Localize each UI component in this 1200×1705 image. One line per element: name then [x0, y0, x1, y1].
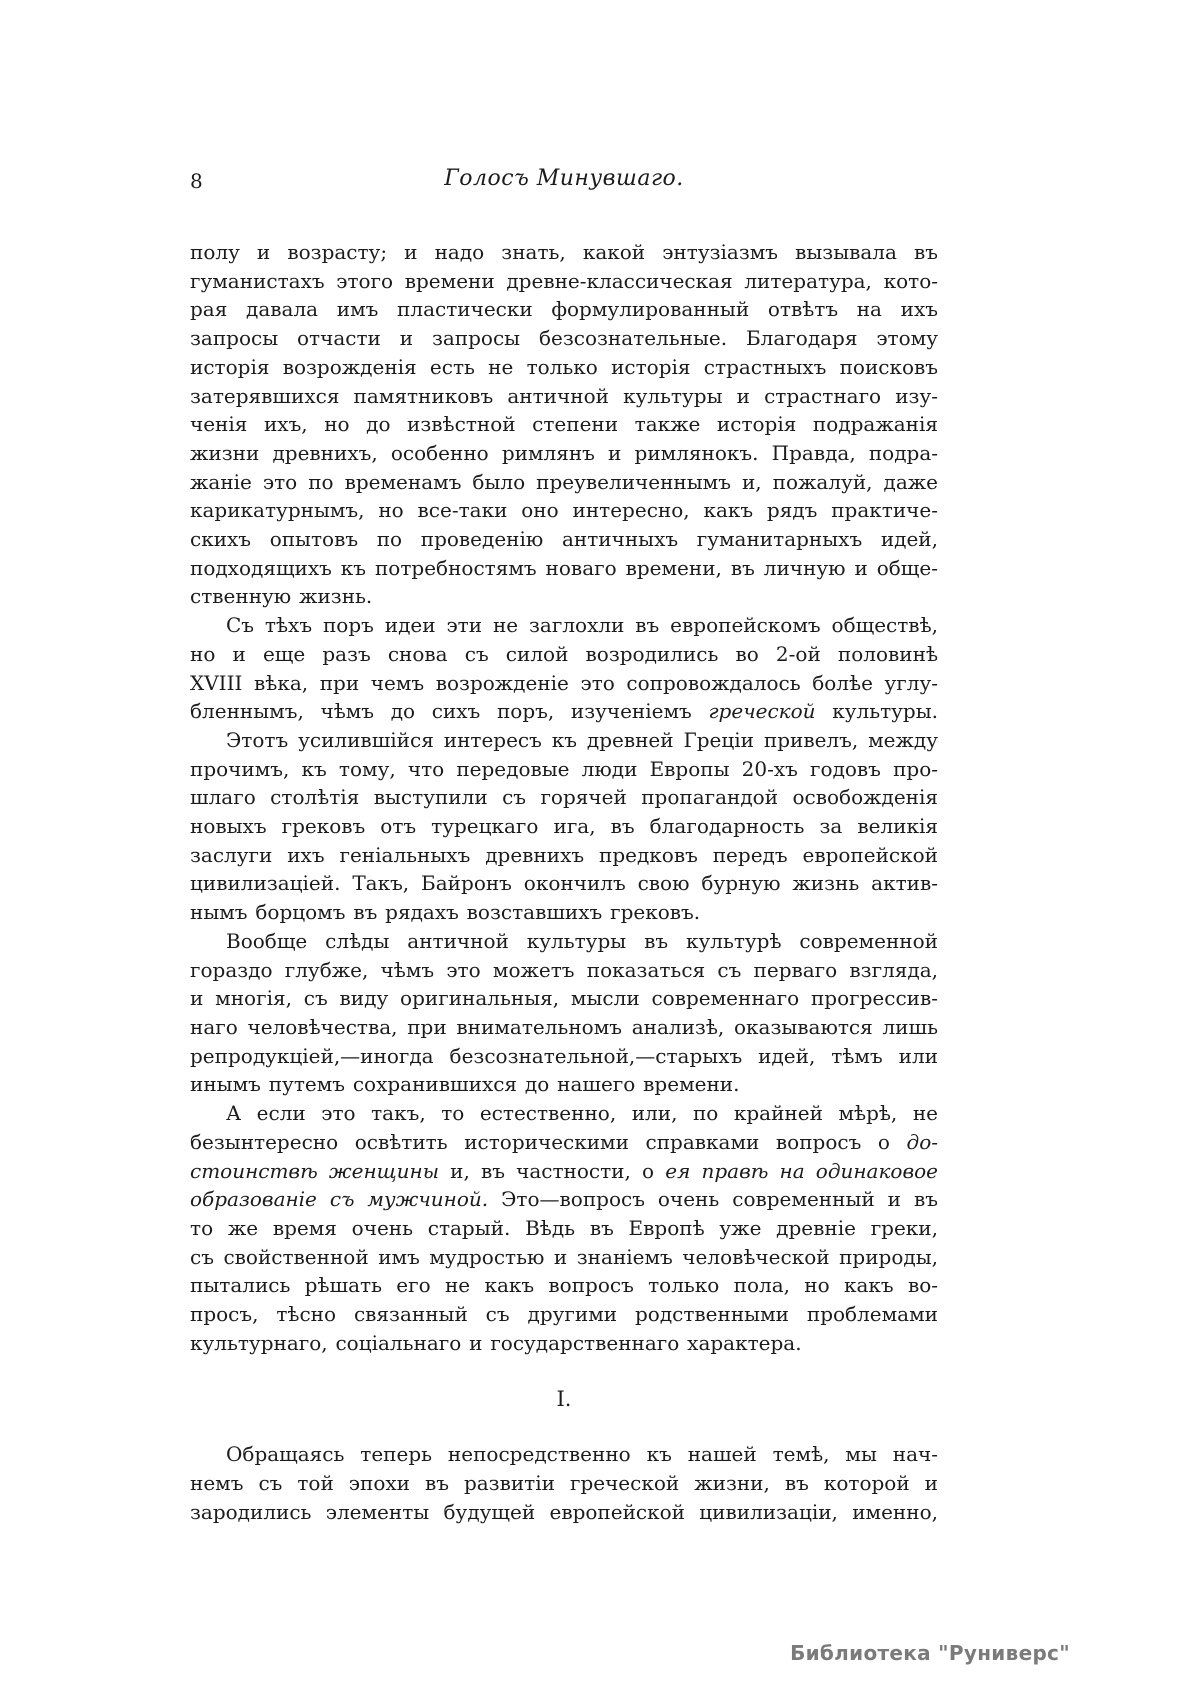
text-segment: жаніе это по временамъ было преувеличеннымъ и, пожалуй, даже: [190, 469, 938, 494]
text-segment: скихъ опытовъ по проведенію античныхъ гуманитарныхъ идей,: [190, 527, 938, 552]
text-segment: ченія ихъ, но до извѣстной степени также исторія подражанія: [190, 412, 938, 437]
text-line: [190, 812, 938, 841]
running-title: Голосъ Минувшаго.: [444, 166, 684, 191]
text-line: [190, 582, 938, 611]
text-line: [190, 927, 938, 956]
text-segment: но и еще разъ снова съ силой возродились во 2-ой половинѣ: [190, 641, 938, 666]
text-segment: запросы отчасти и запросы безсознательные. Благодаря этому: [190, 326, 938, 351]
text-segment: наго человѣчества, при внимательномъ анализѣ, оказываются лишь: [190, 1014, 938, 1039]
text-line: [190, 755, 938, 784]
text-line: [190, 1214, 938, 1243]
text-segment: карикатурнымъ, но все-таки оно интересно, какъ рядъ практиче-: [190, 498, 938, 523]
text-segment: Обращаясь теперь непосредственно къ нашей темѣ, мы нач-: [226, 1442, 938, 1467]
section-heading: I.: [556, 1387, 572, 1412]
paragraph: [190, 1440, 938, 1526]
text-segment: полу и возрасту; и надо знать, какой энтузіазмъ вызывала въ: [190, 240, 938, 264]
text-segment: прочимъ, къ тому, что передовые люди Европы 20-хъ годовъ про-: [190, 756, 938, 781]
emphasized-text: образованіе съ мужчиной.: [190, 1187, 489, 1212]
text-line: [190, 669, 938, 698]
paragraph: [190, 927, 938, 1099]
text-line: [190, 726, 938, 755]
text-segment: съ свойственной имъ мудростью и знаніемъ человѣческой природы,: [190, 1244, 938, 1269]
text-line: [190, 783, 938, 812]
text-line: [190, 898, 938, 927]
page-header: [190, 166, 938, 198]
text-line: [190, 956, 938, 985]
text-segment: затерявшихся памятниковъ античной культуры и страстнаго изу-: [190, 383, 938, 408]
text-line: [190, 353, 938, 382]
text-line: [190, 1469, 938, 1498]
text-segment: А если это такъ, то естественно, или, по крайней мѣрѣ, не: [226, 1101, 938, 1126]
text-segment: заслуги ихъ геніальныхъ древнихъ предковъ передъ европейской: [190, 842, 938, 867]
text-line: [190, 611, 938, 640]
text-line: [190, 1042, 938, 1071]
text-segment: Этотъ усилившійся интересъ къ древней Греціи привелъ, между: [226, 727, 938, 752]
text-segment: репродукціей,—иногда безсознательной,—старыхъ идей, тѣмъ или: [190, 1043, 938, 1068]
text-line: [190, 1157, 938, 1186]
text-line: [190, 1128, 938, 1157]
text-line: [190, 1440, 938, 1469]
text-line: [190, 1185, 938, 1214]
paragraph: [190, 611, 938, 726]
text-segment: жизни древнихъ, особенно римлянъ и римлянокъ. Правда, подра-: [190, 440, 938, 465]
text-segment: культуры.: [815, 699, 938, 724]
text-line: [190, 1099, 938, 1128]
text-segment: Вообще слѣды античной культуры въ культурѣ современной: [226, 928, 938, 953]
page-number: 8: [190, 169, 203, 193]
text-line: [190, 267, 938, 296]
text-segment: инымъ путемъ сохранившихся до нашего времени.: [190, 1072, 740, 1097]
text-segment: исторія возрожденія есть не только исторія страстныхъ поисковъ: [190, 354, 938, 379]
emphasized-text: стоинствѣ женщины: [190, 1158, 439, 1183]
emphasized-text: греческой: [708, 699, 816, 724]
paragraph: [190, 238, 938, 611]
text-segment: подходящихъ къ потребностямъ новаго времени, въ личную и обще-: [190, 555, 938, 580]
text-line: [190, 410, 938, 439]
text-segment: и, въ частности, о: [438, 1158, 666, 1183]
text-segment: Это—вопросъ очень современный и въ: [488, 1187, 938, 1212]
text-line: [190, 295, 938, 324]
watermark: Библиотека "Руниверс": [790, 1641, 1070, 1665]
text-segment: бленнымъ, чѣмъ до сихъ поръ, изученіемъ: [190, 699, 709, 724]
text-line: [190, 1243, 938, 1272]
text-segment: немъ съ той эпохи въ развитіи греческой жизни, въ которой и: [190, 1471, 938, 1496]
text-segment: гуманистахъ этого времени древне-классическая литература, кото-: [190, 268, 938, 293]
text-line: [190, 1300, 938, 1329]
text-line: [190, 238, 938, 267]
text-segment: шлаго столѣтія выступили съ горячей пропагандой освобожденія: [190, 785, 938, 810]
text-line: [190, 1329, 938, 1358]
text-line: [190, 382, 938, 411]
text-segment: XVIII вѣка, при чемъ возрожденіе это сопровождалось болѣе углу-: [190, 670, 938, 695]
text-line: [190, 439, 938, 468]
text-segment: безынтересно освѣтить историческими справками вопросъ о: [190, 1129, 907, 1154]
text-line: [190, 554, 938, 583]
text-segment: просъ, тѣсно связанный съ другими родственными проблемами: [190, 1302, 938, 1327]
paragraph: [190, 1099, 938, 1357]
text-line: [190, 1498, 938, 1527]
text-segment: цивилизаціей. Такъ, Байронъ окончилъ свою бурную жизнь актив-: [190, 871, 938, 896]
text-line: [190, 1013, 938, 1042]
text-line: [190, 869, 938, 898]
text-segment: гораздо глубже, чѣмъ это можетъ показаться съ перваго взгляда,: [190, 957, 938, 982]
body-text: [190, 238, 938, 1527]
text-segment: зародились элементы будущей европейской цивилизаціи, именно,: [190, 1499, 938, 1524]
text-line: [190, 984, 938, 1013]
text-segment: рая давала имъ пластически формулированный отвѣтъ на ихъ: [190, 297, 938, 322]
text-line: [190, 324, 938, 353]
paragraph: [190, 726, 938, 927]
text-line: [190, 697, 938, 726]
text-line: [190, 468, 938, 497]
text-segment: пытались рѣшать его не какъ вопросъ только пола, но какъ во-: [190, 1273, 938, 1298]
text-line: [190, 1271, 938, 1300]
text-segment: культурнаго, соціальнаго и государственнаго характера.: [190, 1330, 802, 1355]
text-segment: то же время очень старый. Вѣдь въ Европѣ уже древніе греки,: [190, 1215, 938, 1240]
text-line: [190, 640, 938, 669]
text-line: [190, 496, 938, 525]
text-segment: нымъ борцомъ въ рядахъ возставшихъ грековъ.: [190, 900, 701, 925]
emphasized-text: ея правѣ на одинаковое: [665, 1158, 938, 1183]
text-line: [190, 841, 938, 870]
text-line: [190, 1070, 938, 1099]
text-segment: и многія, съ виду оригинальныя, мысли современнаго прогрессив-: [190, 986, 938, 1011]
text-line: [190, 525, 938, 554]
text-segment: Съ тѣхъ поръ идеи эти не заглохли въ европейскомъ обществѣ,: [226, 613, 938, 638]
emphasized-text: до-: [906, 1129, 938, 1154]
text-segment: ственную жизнь.: [190, 584, 373, 609]
text-segment: новыхъ грековъ отъ турецкаго ига, въ благодарность за великія: [190, 814, 938, 839]
